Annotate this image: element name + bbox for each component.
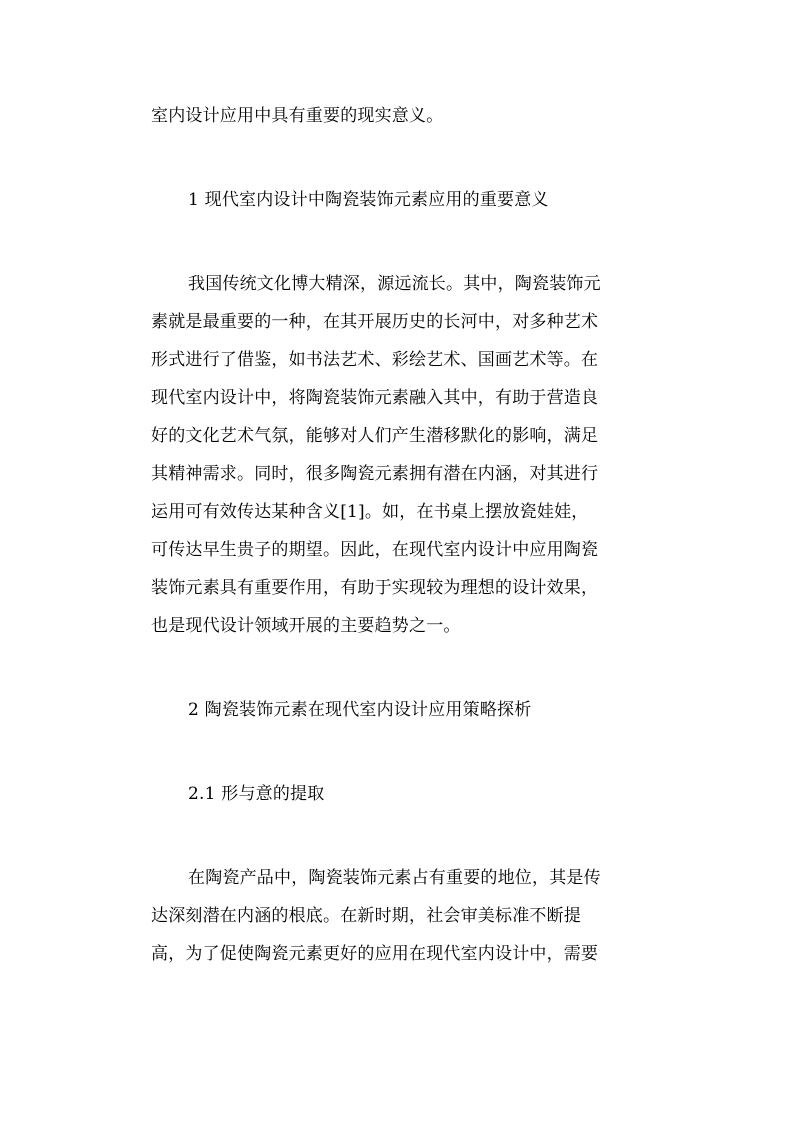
section-heading-2: 2 陶瓷装饰元素在现代室内设计应用策略探析 xyxy=(188,700,532,720)
section-heading-1: 1 现代室内设计中陶瓷装饰元素应用的重要意义 xyxy=(188,190,549,210)
section-1-paragraph-line: 运用可有效传达某种含义[1]。如，在书桌上摆放瓷娃娃， xyxy=(151,502,589,522)
section-1-paragraph-line: 装饰元素具有重要作用，有助于实现较为理想的设计效果， xyxy=(151,578,599,598)
intro-continuation-line: 室内设计应用中具有重要的现实意义。 xyxy=(151,106,444,126)
section-1-paragraph-line: 素就是最重要的一种，在其开展历史的长河中，对多种艺术 xyxy=(151,312,599,332)
section-1-paragraph-line: 也是现代设计领域开展的主要趋势之一。 xyxy=(151,616,461,636)
section-1-paragraph-line: 可传达早生贵子的期望。因此，在现代室内设计中应用陶瓷 xyxy=(151,540,599,560)
section-1-paragraph-line: 其精神需求。同时，很多陶瓷元素拥有潜在内涵，对其进行 xyxy=(151,464,599,484)
section-2-1-paragraph-line: 在陶瓷产品中，陶瓷装饰元素占有重要的地位，其是传 xyxy=(188,868,601,888)
section-1-paragraph-line: 形式进行了借鉴，如书法艺术、彩绘艺术、国画艺术等。在 xyxy=(151,350,599,370)
section-1-paragraph-line: 好的文化艺术气氛，能够对人们产生潜移默化的影响，满足 xyxy=(151,426,599,446)
section-1-paragraph-line: 我国传统文化博大精深，源远流长。其中，陶瓷装饰元 xyxy=(188,274,601,294)
section-1-paragraph-line: 现代室内设计中，将陶瓷装饰元素融入其中，有助于营造良 xyxy=(151,388,599,408)
section-2-1-paragraph-line: 达深刻潜在内涵的根底。在新时期，社会审美标准不断提 xyxy=(151,906,581,926)
subsection-heading-2-1: 2.1 形与意的提取 xyxy=(188,784,325,804)
section-2-1-paragraph-line: 高，为了促使陶瓷元素更好的应用在现代室内设计中，需要 xyxy=(151,944,599,964)
